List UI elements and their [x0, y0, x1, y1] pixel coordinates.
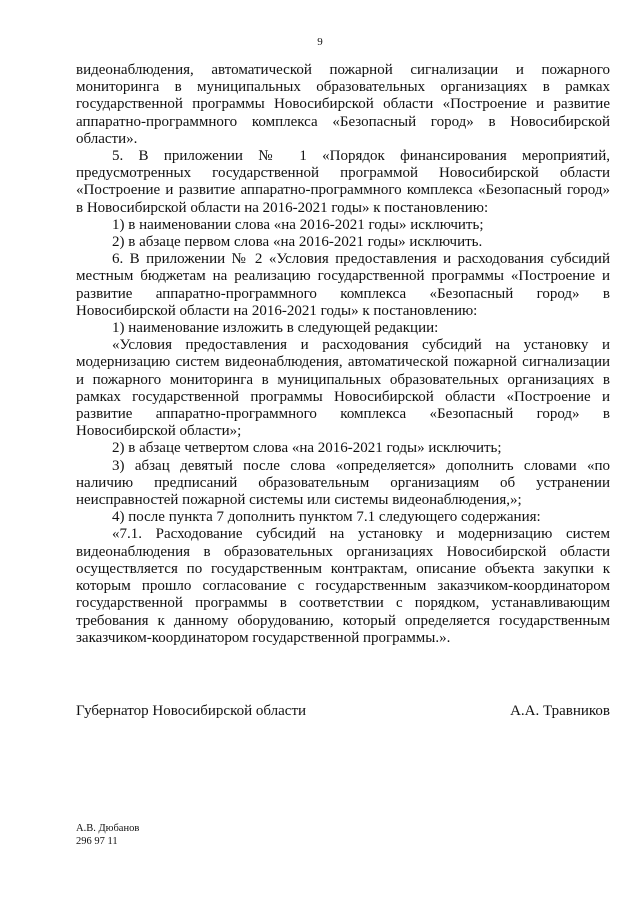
- author-phone: 296 97 11: [76, 836, 118, 847]
- document-body: [76, 62, 610, 647]
- paragraph: 4) после пункта 7 дополнить пунктом 7.1 следующего содержания:: [112, 509, 541, 526]
- signatory-position: Губернатор Новосибирской области: [76, 703, 307, 719]
- paragraph: 2) в абзаце четвертом слова «на 2016-2021 годы» исключить;: [112, 440, 502, 457]
- paragraph: видеонаблюдения, автоматической пожарной сигнализации и пожарного мониторинга в муниципальных образовательных организациях в рамках государственной программы Новосибирской области «Построение и развитие аппаратно-программного комплекса «Безопасный город» в Новосибирской области».: [76, 62, 610, 147]
- paragraph: «7.1. Расходование субсидий на установку и модернизацию систем видеонаблюдения в образовательных организациях Новосибирской области осуществляется по государственным контрактам, описание объекта закупки к которым прошло согласование с государственным заказчиком-координатором государственной программы в соответствии с порядком, устанавливающим требования к данному оборудованию, который определяется государственным заказчиком-координатором государственной программы.».: [76, 526, 610, 646]
- paragraph: 5. В приложении № 1 «Порядок финансирования мероприятий, предусмотренных государственной программой Новосибирской области «Построение и развитие аппаратно-программного комплекса «Безопасный город» в Новосибирской области на 2016-2021 годы» к постановлению:: [76, 148, 610, 216]
- paragraph: 1) в наименовании слова «на 2016-2021 годы» исключить;: [112, 216, 484, 233]
- page-number: 9: [317, 36, 323, 48]
- paragraph: 6. В приложении № 2 «Условия предоставления и расходования субсидий местным бюджетам на реализацию государственной программы «Построение и развитие аппаратно-программного комплекса «Безопасный город» в Новосибирской области на 2016-2021 годы» к постановлению:: [76, 251, 610, 319]
- signature-block: [76, 703, 610, 720]
- author-name: А.В. Дюбанов: [76, 823, 140, 834]
- paragraph: «Условия предоставления и расходования субсидий на установку и модернизацию систем видеонаблюдения, автоматической пожарной сигнализации и пожарного мониторинга в муниципальных образовательных организациях в рамках государственной программы Новосибирской области «Построение и развитие аппаратно-программного комплекса «Безопасный город» в Новосибирской области»;: [76, 337, 610, 440]
- signatory-name: А.А. Травников: [510, 703, 610, 719]
- paragraph: 2) в абзаце первом слова «на 2016-2021 годы» исключить.: [112, 234, 483, 251]
- paragraph: 1) наименование изложить в следующей редакции:: [112, 320, 439, 337]
- document-footer: [76, 822, 139, 848]
- paragraph: 3) абзац девятый после слова «определяется» дополнить словами «по наличию предписаний образовательным организациям об устранении неисправностей пожарной системы или системы видеонаблюдения,»;: [76, 457, 610, 509]
